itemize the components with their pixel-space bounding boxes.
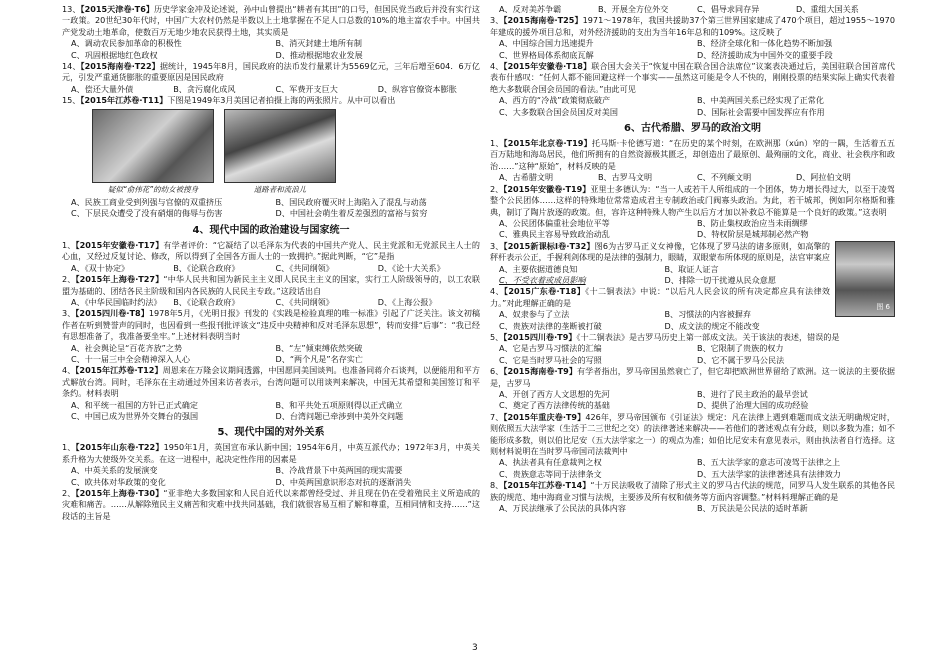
s6-question-4 (490, 286, 830, 309)
option: C、巩固根据地红色政权 (71, 49, 158, 60)
option: D、中国社会萌生着反差强烈的富裕与贫穷 (275, 208, 428, 219)
s5-question-2 (62, 488, 480, 522)
q-num: 3、 (490, 240, 504, 251)
q-text: 联合国大会关于“恢复中国在联合国合法席位”议案表决通过后，美国驻联合国首席代表布什感叹：“任何人都不能回避这样一个事实——虽然这可能是令人不快的，刚刚投票的结果实际上确实代表着绝大多数联合国会员国的看法。”由此可见 (490, 61, 895, 94)
option: B、经济全球化和一体化趋势不断加强 (697, 38, 833, 49)
s4-options-4 (62, 400, 480, 423)
q-text: “亚非绝大多数国家和人民自近代以来都曾经受过、并且现在仍在受着殖民主义所造成的灾难和痛苦。……从解除殖民主义痛苦和灾难中找共同基础，我们就很容易互相了解和尊重，互相同情和支持……”这段话的主旨是 (62, 488, 480, 521)
s6-block-3-text (490, 241, 830, 332)
q-source: 【2015年江苏卷·T12】 (75, 365, 163, 376)
q-num: 2、 (62, 274, 76, 285)
s6-options-3 (490, 264, 830, 287)
page-number: 3 (472, 643, 478, 653)
q-text: 1950年1月，英国宣布承认新中国；1954年6月，中英互派代办；1972年3月，中英关系升格为大使级外交关系。在这一进程中，起决定性作用的因素是 (62, 442, 481, 464)
s6-options-4 (490, 309, 830, 332)
s5-options-1 (62, 465, 480, 488)
justice-statue-figure (835, 241, 895, 317)
q-num: 3、 (62, 308, 76, 319)
section-heading-4: 4、现代中国的政治建设与国家统一 (192, 224, 350, 236)
q-source: 【2015海南卷·T22】 (80, 61, 160, 72)
q-text: “中华人民共和国为新民主主义即人民民主主义的国家，实行工人阶级领导的，以工农联盟为基础的、团结各民主阶级和国内各民族的人民民主专政。”这段话出自 (62, 274, 480, 296)
option: D、排除一切干扰遵从民众意愿 (664, 274, 776, 285)
s6-options-1 (490, 172, 895, 183)
q-text: 有学者指出，罗马帝国虽然衰亡了，但它却把欧洲世界留给了欧洲。这一说法的主要依据是，古罗马 (490, 366, 895, 388)
q-text: 历史学家金冲及论述说，孙中山曾提出“耕者有其田”的口号，但国民党当政后并没有实行这一政策。20世纪30年代时，中国广大农村仍然是半数以上土地掌握在不足人口总数的10%的地主富农手中。中国共产党发动土地革命，使数百万无地少地农民获得土地，其实质是 (62, 4, 480, 37)
q-text: 1978年5月，《光明日报》刊发的《实践是检验真理的唯一标准》引起了广泛关注。该文初稿作者在听到赞誉声的同时，也因看到一些报刊批评该文“违反中央精神和反对毛泽东思想”，转而安排“后事”：“我已经有思想准备了，我准备要坐牢。”上述材料表明当时 (62, 308, 480, 342)
s4-options-2 (62, 297, 480, 308)
photo-caption: 道路者和流浪儿 (253, 184, 307, 194)
q-num: 1、 (62, 239, 76, 250)
option: A、公民团体偏重社会地位平等 (499, 217, 610, 228)
section-heading-6: 6、古代希腊、罗马的政治文明 (624, 123, 761, 135)
q-source: 【2015年安徽卷·T17】 (75, 239, 164, 250)
s6-question-1 (490, 138, 895, 172)
left-column (62, 4, 480, 522)
s5-question-1 (62, 442, 480, 465)
option: A、开创了西方人文思想的先河 (499, 389, 610, 399)
option: C、奠定了西方法律传统的基础 (499, 400, 610, 411)
q-text: 1971～1978年，我国共援助37个第三世界国家建成了470个项目，超过1955～1970年建成的援外项目总和，对外经济援助的支出为当年16年总和的109%。这反映了 (490, 15, 895, 37)
s6-question-2 (490, 184, 895, 218)
option: D、成文法的规定不能改变 (664, 320, 760, 331)
option: A、中国综合国力迅速提升 (499, 38, 594, 49)
option: D、推动根据地农业发展 (275, 49, 363, 60)
option: B、古罗马文明 (598, 172, 653, 183)
option: A、奴隶参与了立法 (499, 309, 570, 320)
q-num: 13、 (62, 4, 81, 14)
q-num: 4、 (490, 286, 504, 297)
q-text: 有学者评价：“它凝结了以毛泽东为代表的中国共产党人、民主党派和无党派民主人士的心血，又经过反复讨论、修改，所以得到了全国各方面人士的一致拥护。”据此判断，“它”是指 (62, 239, 480, 262)
q-source: 【2015年上海卷·T27】 (75, 274, 164, 285)
option: A、和平统一祖国的方针已正式确定 (71, 399, 198, 410)
q-text: 《十二铜表法》是古罗马历史上第一部成文法。关于该法的表述，错误的是 (576, 331, 840, 342)
option: D、国际社会需要中国发挥应有作用 (697, 106, 825, 117)
option: C、世界格局体系彻底瓦解 (499, 49, 594, 60)
options-14 (62, 84, 480, 95)
options-r4 (490, 95, 895, 118)
q-source: 【2015年江苏卷·T11】 (80, 95, 168, 106)
q-source: 【2015四川卷·T9】 (503, 331, 577, 342)
q-num: 3、 (490, 15, 504, 26)
option: A、执法者具有任意裁判之权 (499, 457, 602, 468)
photo-image (92, 109, 214, 183)
s6-question-3 (490, 241, 830, 264)
options-13 (62, 38, 480, 61)
section-heading-5: 5、现代中国的对外关系 (217, 427, 325, 439)
photo-right (224, 109, 336, 195)
option: D、台湾问题已牵涉到中美外交问题 (275, 410, 404, 421)
s6-options-8 (490, 503, 895, 514)
q-source: 【2015年安徽卷·T18】 (503, 61, 592, 72)
option: C、欧共体对华政策的变化 (71, 476, 166, 487)
option: A、万民法继承了公民法的具体内容 (499, 503, 626, 514)
option: D、《论十大关系》 (377, 262, 445, 273)
s4-question-3 (62, 308, 480, 342)
option: A、调动农民参加革命的积极性 (71, 38, 182, 49)
q-num: 8、 (490, 480, 504, 491)
option: D、中英两国意识形态对抗的逐渐消失 (275, 476, 412, 487)
option: C、不受衣着或成员影响 (499, 274, 586, 285)
figure-label: 图 6 (876, 303, 890, 312)
option: C、大多数联合国会员国反对美国 (499, 106, 618, 117)
s6-options-5 (490, 343, 895, 366)
option: B、它限制了贵族的权力 (697, 343, 784, 354)
option: D、它不属于罗马公民法 (697, 354, 785, 365)
option: A、西方的“冷战”政策彻底破产 (499, 95, 611, 106)
q-num: 2、 (62, 488, 76, 498)
option: A、它是古罗马习惯法的汇编 (499, 343, 602, 354)
question-15 (62, 95, 480, 106)
q-text: 据统计，1945年8月，国民政府的法币发行量累计为5569亿元，三年后增至604．6万亿元，引发严重通货膨胀的重要原因是国民政府 (62, 61, 480, 83)
option: C、倡导求同存异 (697, 4, 760, 14)
option: A、社会舆论呈“百花齐放”之势 (71, 342, 183, 353)
q-source: 【2015年重庆卷·T9】 (503, 411, 586, 422)
option: B、冷战背景下中英两国的现实需要 (275, 465, 403, 476)
option: C、它是当时罗马社会的写照 (499, 354, 602, 365)
s6-question-7 (490, 412, 895, 458)
s6-question-5 (490, 332, 895, 343)
option: D、特权阶层是城邦制必然产物 (697, 229, 809, 240)
q-source: 【2015年安徽卷·T19】 (503, 183, 591, 194)
question-13 (62, 4, 480, 38)
photo-image (224, 109, 336, 183)
option: A、古希腊文明 (499, 172, 554, 183)
option: A、主要依据道德良知 (499, 263, 578, 274)
option: B、中美两国关系已经实现了正常化 (697, 95, 824, 106)
q-num: 5、 (490, 331, 504, 342)
q-source: 【2015年山东卷·T22】 (75, 442, 164, 453)
s6-question-6 (490, 366, 895, 389)
option: C、雅典民主容易导致政治动乱 (499, 229, 610, 240)
q-source: 【2015新课标Ⅰ卷·T32】 (503, 240, 595, 251)
q-num: 1、 (490, 138, 504, 149)
option: B、五大法学家的意志可凌驾于法律之上 (697, 457, 841, 468)
s4-question-2 (62, 274, 480, 297)
q-text: 下图是1949年3月美国记者拍摄上海的两张照片。从中可以看出 (167, 95, 396, 106)
option: B、取证人证言 (664, 263, 719, 274)
q-source: 【2015天津卷·T6】 (80, 4, 155, 14)
option: C、《共同纲领》 (275, 262, 334, 273)
s6-block-3 (490, 241, 895, 332)
q-num: 4、 (62, 365, 76, 376)
option: C、下层民众遭受了没有硝烟的侮辱与伤害 (71, 208, 223, 219)
option: D、提供了治理大国的成功经验 (697, 400, 809, 411)
option: A、民族工商业受到列强与官僚的双重挤压 (71, 197, 223, 208)
option: B、和平共处五项原则得以正式确立 (275, 399, 403, 410)
s4-question-1 (62, 240, 480, 263)
option: B、防止集权政治应当未雨绸缪 (697, 217, 808, 228)
q-num: 1、 (62, 442, 76, 453)
option: D、重组大国关系 (796, 4, 859, 14)
option: B、进行了民主政治的最早尝试 (697, 389, 808, 399)
s4-question-4 (62, 365, 480, 399)
option: B、《论联合政府》 (173, 262, 240, 273)
option: B、国民政府覆灭时上海陷入了混乱与动荡 (275, 197, 427, 208)
q-text: 亚里士多德认为：“当一人或若干人所组成的一个团体，势力增长得过大，以至于凌驾整个公民团体……这样的特殊地位常常造成君主专制政治或门阀寡头政治。为此，若干城邦，例如阿尔格斯和雅典，制订了陶片放逐的政策。但，容许这种特殊人物产生以后方才加以补救总不能算是一个良好的政策。”这表明 (490, 183, 895, 217)
photo-left (92, 109, 214, 195)
option: D、“两个凡是”名存实亡 (275, 353, 363, 364)
option: C、军费开支巨大 (275, 83, 338, 94)
options-r3 (490, 38, 895, 61)
q-text: 426年，罗马帝国颁布《引证法》规定：凡在法律上遇到难题而成文法无明确规定时，则依照五大法学家（生活于二三世纪之交）的法律著述来解决——若他们的著述观点有分歧，则以多数为准；如不能形成多数，则以伯比尼安（五大法学家之一）的观点为准；如伯比尼安未有意见表示，则由执法者自行选择。这则材料说明在当时罗马帝国司法裁判中 (490, 411, 895, 457)
s6-options-6 (490, 389, 895, 412)
option: A、中英关系的发展演变 (71, 465, 158, 476)
s6-question-8 (490, 480, 895, 503)
option: C、十一届三中全会精神深入人心 (71, 353, 190, 364)
q-text: 周恩来在万隆会议期间透露，中国愿同美国谈判。也准备同蒋介石谈判，以便能用和平方式解放台湾。同时，毛泽东在主动通过外国来访者表示，台湾问题可以用谈判来解决，中国无其希望和美国签订和平条约。材料表明 (62, 365, 480, 399)
q-num: 14、 (62, 61, 81, 72)
q-source: 【2015广东卷·T18】 (503, 286, 586, 297)
option: C、不列颠文明 (697, 172, 752, 183)
option: D、五大法学家的法律著述具有法律效力 (697, 468, 841, 479)
s6-options-2 (490, 218, 895, 241)
q-num: 7、 (490, 411, 504, 422)
option: B、《论联合政府》 (173, 296, 240, 307)
q-source: 【2015年北京卷·T19】 (503, 138, 592, 149)
s6-options-7 (490, 457, 895, 480)
option: C、《共同纲领》 (275, 296, 334, 307)
q-num: 15、 (62, 95, 81, 106)
photo-caption: 疑似“俞伟花”的幼女被搜身 (107, 184, 199, 194)
option: A、反对美苏争霸 (499, 4, 562, 14)
q-num: 6、 (490, 366, 504, 377)
q-text: 《十二铜表法》中说：“以后凡人民会议的所有决定都应具有法律效力。”对此理解正确的是 (490, 286, 830, 308)
q-source: 【2015年上海卷·T30】 (75, 488, 164, 498)
option: B、“左”倾束缚依然突破 (275, 342, 363, 353)
option: A、偿还大量外债 (71, 83, 134, 94)
options-15 (62, 197, 480, 220)
question-r3 (490, 15, 895, 38)
q-text: 图6为古罗马正义女神像，它体现了罗马法的诸多原则，如高擎的秤杆表示公正，手握利剑体现的是法律的强制力，眼睛，双眼蒙布所体现的原则是，法官审案应 (490, 240, 830, 263)
q-num: 2、 (490, 183, 504, 194)
q-num: 4、 (490, 61, 504, 72)
option: C、中国已成为世界外交舞台的强国 (71, 410, 199, 421)
q-source: 【2015海南卷·T25】 (503, 15, 583, 26)
option: C、贵族对法律的垄断被打破 (499, 320, 602, 331)
option: B、开展全方位外交 (598, 4, 669, 14)
right-column (490, 4, 895, 514)
option: D、阿拉伯文明 (796, 172, 851, 183)
question-r4 (490, 61, 895, 95)
options-continued (490, 4, 895, 15)
option: D、纵容官僚资本膨胀 (377, 83, 457, 94)
option: B、贪污腐化成风 (173, 83, 236, 94)
q-text: “十万民法吸收了清除了形式主义的罗马古代法的规范，同罗马人发生联系的其他各民族的规范、地中海商业习惯与法规，主要涉及所有权和债务等方面内容调整。”材料料理解正确的是 (490, 480, 895, 502)
option: B、万民法是公民法的适时革新 (697, 503, 808, 514)
photos-15 (62, 109, 480, 195)
option: D、经济援助成为中国外交的重要手段 (697, 49, 833, 60)
q-source: 【2015四川卷·T8】 (75, 308, 149, 319)
option: B、习惯法的内容被摒弃 (664, 309, 751, 320)
question-14 (62, 61, 480, 84)
option: A、《双十协定》 (71, 262, 130, 273)
q-source: 【2015海南卷·T9】 (503, 366, 577, 377)
option: D、《上海公报》 (377, 296, 437, 307)
s4-options-1 (62, 263, 480, 274)
q-source: 【2015年江苏卷·T14】 (503, 480, 591, 491)
q-text: 托马斯·卡伦德写道：“在历史的某个时刻，在欧洲那（xún）窄的一隅，生活着五五百万陆地和海岛居民，他们所拥有的自然资源极其匮乏，却创造出了最原创、最殉丽的文化，商业、社会秩序和政治……”这种“原始”，材料反映的是 (490, 138, 895, 171)
option: C、贵族意志等同于法律条文 (499, 468, 602, 479)
option: A、《中华民国临时约法》 (71, 296, 162, 307)
option: B、消灭封建土地所有制 (275, 38, 362, 49)
s4-options-3 (62, 343, 480, 366)
